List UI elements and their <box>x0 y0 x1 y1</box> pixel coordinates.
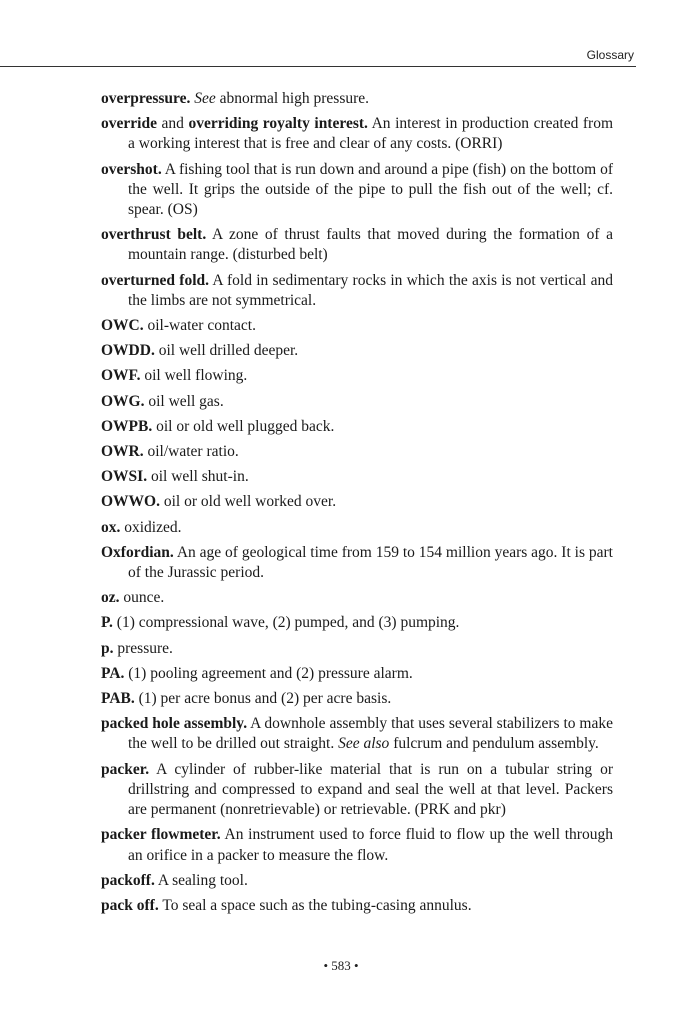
entry-definition: pressure. <box>117 639 173 657</box>
glossary-entries <box>101 89 613 921</box>
glossary-entry <box>101 160 613 221</box>
glossary-entry <box>101 896 613 916</box>
entry-definition: To seal a space such as the tubing-casing annulus. <box>162 896 472 914</box>
glossary-entry <box>101 689 613 709</box>
entry-term: OWSI. <box>101 468 148 486</box>
entry-term: override <box>101 115 157 133</box>
glossary-entry <box>101 89 613 109</box>
entry-definition: oil well shut-in. <box>150 468 249 486</box>
glossary-entry <box>101 760 613 821</box>
entry-term: OWDD. <box>101 342 155 360</box>
entry-term: p. <box>101 639 114 657</box>
entry-term: pack off. <box>101 896 159 914</box>
entry-definition: ounce. <box>123 589 165 607</box>
entry-term: OWF. <box>101 367 141 385</box>
glossary-entry <box>101 664 613 684</box>
entry-definition: A cylinder of rubber-like material that is run on a tubular string or drillstring and compressed to expand and seal the well at that level. Packers are permanent (nonretrievable) or retrievable. (PRK and pkr) <box>128 760 613 819</box>
entry-term: packoff. <box>101 871 155 889</box>
entry-definition: An instrument used to force fluid to flow up the well through an orifice in a packer to measure the flow. <box>128 826 613 864</box>
entry-definition: oil well drilled deeper. <box>158 342 299 360</box>
see-reference: See also <box>338 735 390 753</box>
entry-definition: (1) pooling agreement and (2) pressure alarm. <box>128 664 413 682</box>
entry-definition: oil well gas. <box>148 392 224 410</box>
entry-definition: A fold in sedimentary rocks in which the axis is not vertical and the limbs are not symmetrical. <box>128 271 613 309</box>
glossary-entry <box>101 316 613 336</box>
glossary-entry <box>101 271 613 311</box>
entry-term: overshot. <box>101 160 162 178</box>
entry-definition: (1) per acre bonus and (2) per acre basis. <box>138 690 392 708</box>
entry-term: OWR. <box>101 443 144 461</box>
entry-definition: fulcrum and pendulum assembly. <box>393 735 599 753</box>
entry-definition: A fishing tool that is run down and around a pipe (fish) on the bottom of the well. It grips the outside of the pipe to pull the fish out of the well; cf. spear. (OS) <box>128 160 613 219</box>
entry-term: PA. <box>101 664 125 682</box>
entry-definition: oil or old well worked over. <box>163 493 337 511</box>
entry-definition: oxidized. <box>124 518 182 536</box>
header-rule <box>0 66 636 67</box>
glossary-entry <box>101 442 613 462</box>
entry-term: packer. <box>101 760 150 778</box>
entry-term: PAB. <box>101 690 135 708</box>
glossary-entry <box>101 114 613 154</box>
entry-definition: A zone of thrust faults that moved during the formation of a mountain range. (disturbed belt) <box>128 226 613 264</box>
entry-term: overthrust belt. <box>101 226 207 244</box>
entry-term: overpressure. <box>101 90 191 107</box>
glossary-entry <box>101 714 613 754</box>
entry-term: OWPB. <box>101 417 153 435</box>
entry-term: OWG. <box>101 392 145 410</box>
glossary-entry <box>101 639 613 659</box>
page-number: • 583 • <box>323 958 359 973</box>
entry-connector: and <box>161 115 184 133</box>
entry-definition: A sealing tool. <box>157 871 248 889</box>
entry-definition: (1) compressional wave, (2) pumped, and (3) pumping. <box>116 614 460 632</box>
entry-term: overriding royalty interest. <box>188 115 368 133</box>
glossary-entry <box>101 871 613 891</box>
glossary-entry <box>101 341 613 361</box>
entry-definition: abnormal high pressure. <box>219 90 370 107</box>
entry-term: overturned fold. <box>101 271 210 289</box>
running-head: Glossary <box>586 48 634 62</box>
glossary-entry <box>101 543 613 583</box>
glossary-entry <box>101 518 613 538</box>
entry-term: P. <box>101 614 113 632</box>
entry-term: OWWO. <box>101 493 160 511</box>
entry-term: packed hole assembly. <box>101 715 248 733</box>
glossary-entry <box>101 392 613 412</box>
entry-term: packer flowmeter. <box>101 826 221 844</box>
entry-definition: An age of geological time from 159 to 154 million years ago. It is part of the Jurassic period. <box>128 543 613 582</box>
glossary-entry <box>101 467 613 487</box>
entry-definition: A downhole assembly that uses several stabilizers to make the well to be drilled out straight. <box>128 715 613 753</box>
entry-term: Oxfordian. <box>101 543 174 561</box>
glossary-entry <box>101 492 613 512</box>
glossary-entry <box>101 825 613 865</box>
entry-definition: oil/water ratio. <box>147 443 239 461</box>
see-reference: See <box>194 90 216 107</box>
glossary-entry <box>101 588 613 608</box>
entry-term: OWC. <box>101 317 144 335</box>
glossary-entry <box>101 417 613 437</box>
entry-term: ox. <box>101 518 121 536</box>
glossary-entry <box>101 613 613 633</box>
entry-term: oz. <box>101 589 120 607</box>
entry-definition: An interest in production created from a working interest that is free and clear of any costs. (ORRI) <box>128 115 614 153</box>
entry-definition: oil or old well plugged back. <box>156 417 335 435</box>
entry-definition: oil-water contact. <box>147 317 256 335</box>
entry-definition: oil well flowing. <box>144 367 248 385</box>
glossary-entry <box>101 366 613 386</box>
glossary-entry <box>101 225 613 265</box>
